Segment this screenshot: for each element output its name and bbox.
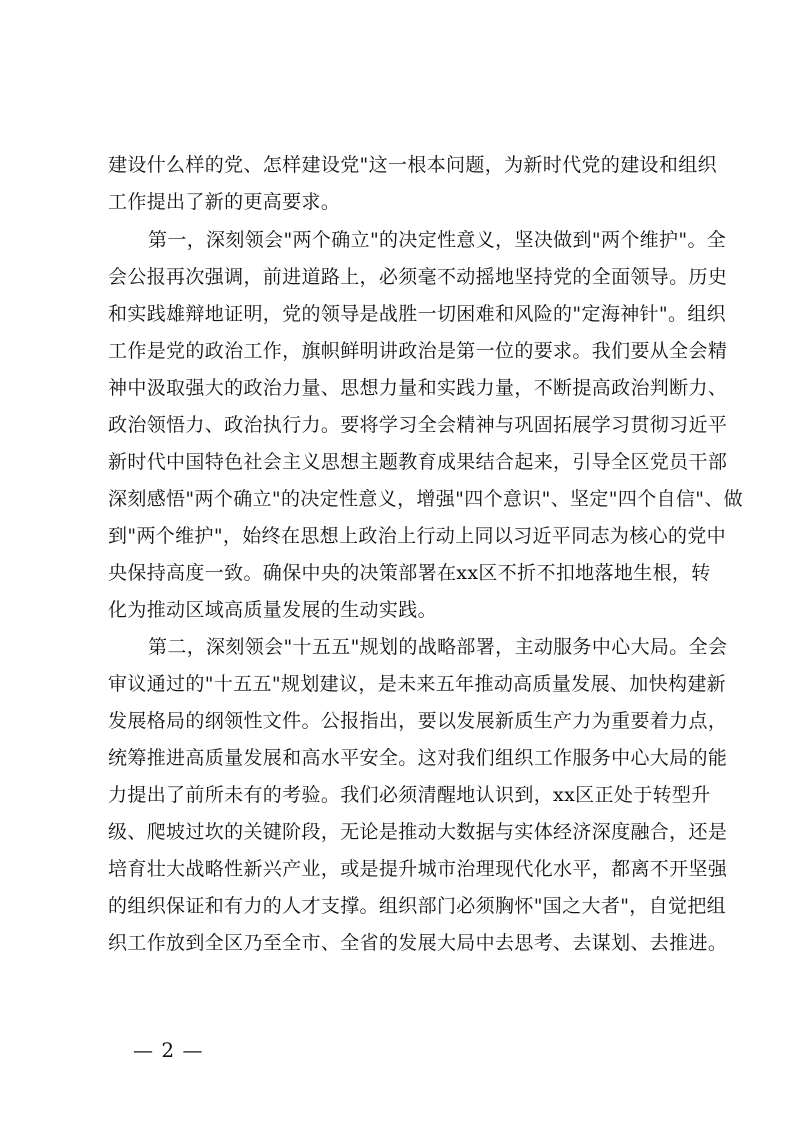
paragraph-second-point xyxy=(108,629,728,962)
text-line: 发展格局的纲领性文件。公报指出，要以发展新质生产力为重要着力点， xyxy=(108,710,728,732)
text-line: 深刻感悟"两个确立"的决定性意义，增强"四个意识"、坚定"四个自信"、做 xyxy=(108,488,744,510)
text-line: 的组织保证和有力的人才支撑。组织部门必须胸怀"国之大者"，自觉把组 xyxy=(108,895,727,917)
text-line: 工作是党的政治工作，旗帜鲜明讲政治是第一位的要求。我们要从全会精 xyxy=(108,340,728,362)
text-line: 统筹推进高质量发展和高水平安全。这对我们组织工作服务中心大局的能 xyxy=(108,747,728,769)
text-line: 神中汲取强大的政治力量、思想力量和实践力量，不断提高政治判断力、 xyxy=(108,377,728,399)
text-line: 织工作放到全区乃至全市、全省的发展大局中去思考、去谋划、去推进。 xyxy=(108,932,728,954)
text-line: 级、爬坡过坎的关键阶段，无论是推动大数据与实体经济深度融合，还是 xyxy=(108,821,728,843)
text-line: 第二，深刻领会"十五五"规划的战略部署，主动服务中心大局。全会 xyxy=(148,636,728,658)
text-line: 化为推动区域高质量发展的生动实践。 xyxy=(108,599,437,621)
text-line: 和实践雄辩地证明，党的领导是战胜一切困难和风险的"定海神针"。组织 xyxy=(108,303,727,325)
paragraph-continuation xyxy=(108,147,717,221)
paragraph-first-point xyxy=(108,222,744,629)
text-line: 力提出了前所未有的考验。我们必须清醒地认识到，xx区正处于转型升 xyxy=(108,784,711,806)
text-line: 审议通过的"十五五"规划建议，是未来五年推动高质量发展、加快构建新 xyxy=(108,673,727,695)
text-line: 新时代中国特色社会主义思想主题教育成果结合起来，引导全区党员干部 xyxy=(108,451,728,473)
page-number: — 2 — xyxy=(133,1038,204,1062)
text-line: 会公报再次强调，前进道路上，必须毫不动摇地坚持党的全面领导。历史 xyxy=(108,266,728,288)
text-line: 政治领悟力、政治执行力。要将学习全会精神与巩固拓展学习贯彻习近平 xyxy=(108,414,728,436)
text-line: 央保持高度一致。确保中央的决策部署在xx区不折不扣地落地生根，转 xyxy=(108,562,711,584)
text-line: 第一，深刻领会"两个确立"的决定性意义，坚决做到"两个维护"。全 xyxy=(148,229,727,251)
text-line: 工作提出了新的更高要求。 xyxy=(108,191,341,213)
text-line: 培育壮大战略性新兴产业，或是提升城市治理现代化水平，都离不开坚强 xyxy=(108,858,728,880)
text-line: 到"两个维护"，始终在思想上政治上行动上同以习近平同志为核心的党中 xyxy=(108,525,727,547)
text-line: 建设什么样的党、怎样建设党"这一根本问题，为新时代党的建设和组织 xyxy=(108,154,717,176)
